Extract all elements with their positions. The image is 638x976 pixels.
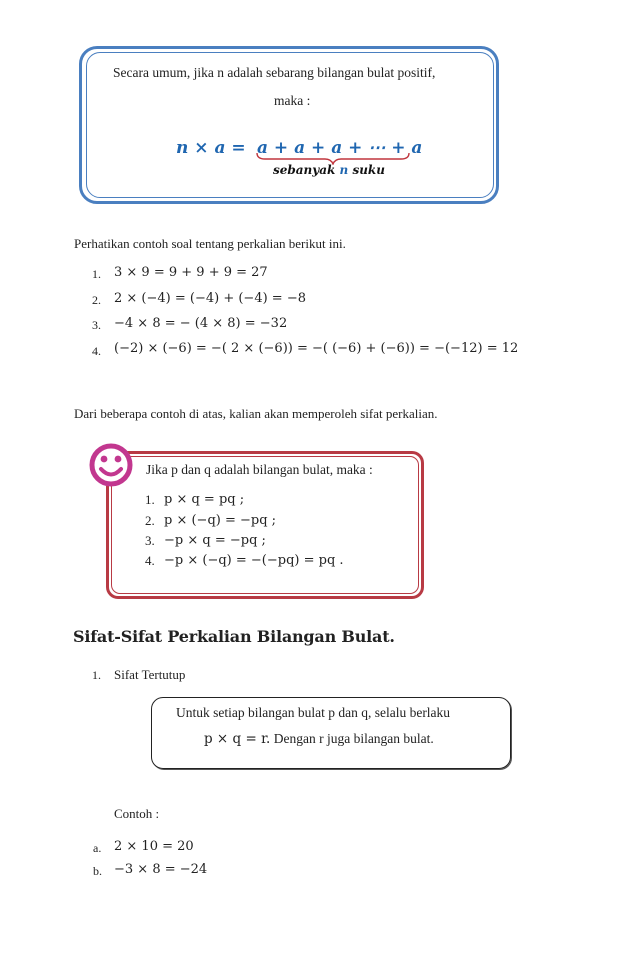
definition-line-1: Secara umum, jika n adalah sebarang bilangan bulat positif, — [113, 65, 436, 80]
example-expression: 2 × (−4) = (−4) + (−4) = −8 — [114, 291, 306, 306]
property-number: 2. — [145, 513, 155, 528]
example-number: 1. — [92, 267, 101, 281]
property-expression: p × (−q) = −pq ; — [164, 513, 277, 528]
example-number: 2. — [92, 293, 101, 307]
property-expression: p × q = pq ; — [164, 492, 245, 507]
definition-line-2: maka : — [274, 93, 311, 108]
property-number: 3. — [145, 533, 155, 548]
subsection-number: 1. — [92, 668, 101, 682]
example-number: 4. — [92, 344, 101, 358]
formula-rhs: a + a + a + ⋯ + a — [257, 138, 423, 158]
example-expression: (−2) × (−6) = −( 2 × (−6)) = −( (−6) + (−6)) = −(−12) = 12 — [114, 341, 519, 356]
contoh-expression: −3 × 8 = −24 — [114, 862, 208, 877]
subsection-title: Sifat Tertutup — [114, 667, 186, 682]
property-intro: Jika p dan q adalah bilangan bulat, maka : — [146, 462, 373, 477]
contoh-letter: b. — [93, 864, 102, 878]
formula-lhs: n × a = — [176, 138, 246, 158]
smiley-icon — [88, 442, 134, 488]
section-heading: Sifat-Sifat Perkalian Bilangan Bulat. — [73, 627, 395, 646]
property-expression: −p × q = −pq ; — [164, 533, 266, 548]
underbrace-label: sebanyak n suku — [273, 163, 385, 177]
example-number: 3. — [92, 318, 101, 332]
closure-line-1: Untuk setiap bilangan bulat p dan q, selalu berlaku — [176, 705, 451, 720]
intro-text: Perhatikan contoh soal tentang perkalian berikut ini. — [74, 236, 346, 251]
contoh-expression: 2 × 10 = 20 — [114, 839, 194, 854]
example-expression: 3 × 9 = 9 + 9 + 9 = 27 — [114, 265, 268, 280]
contoh-label: Contoh : — [114, 806, 160, 821]
property-number: 4. — [145, 553, 155, 568]
conclusion-text: Dari beberapa contoh di atas, kalian akan memperoleh sifat perkalian. — [74, 406, 438, 421]
property-expression: −p × (−q) = −(−pq) = pq . — [164, 553, 344, 568]
example-expression: −4 × 8 = − (4 × 8) = −32 — [114, 316, 288, 331]
contoh-letter: a. — [93, 841, 102, 855]
closure-line-2: p × q = r. Dengan r juga bilangan bulat. — [204, 731, 434, 747]
property-number: 1. — [145, 492, 155, 507]
